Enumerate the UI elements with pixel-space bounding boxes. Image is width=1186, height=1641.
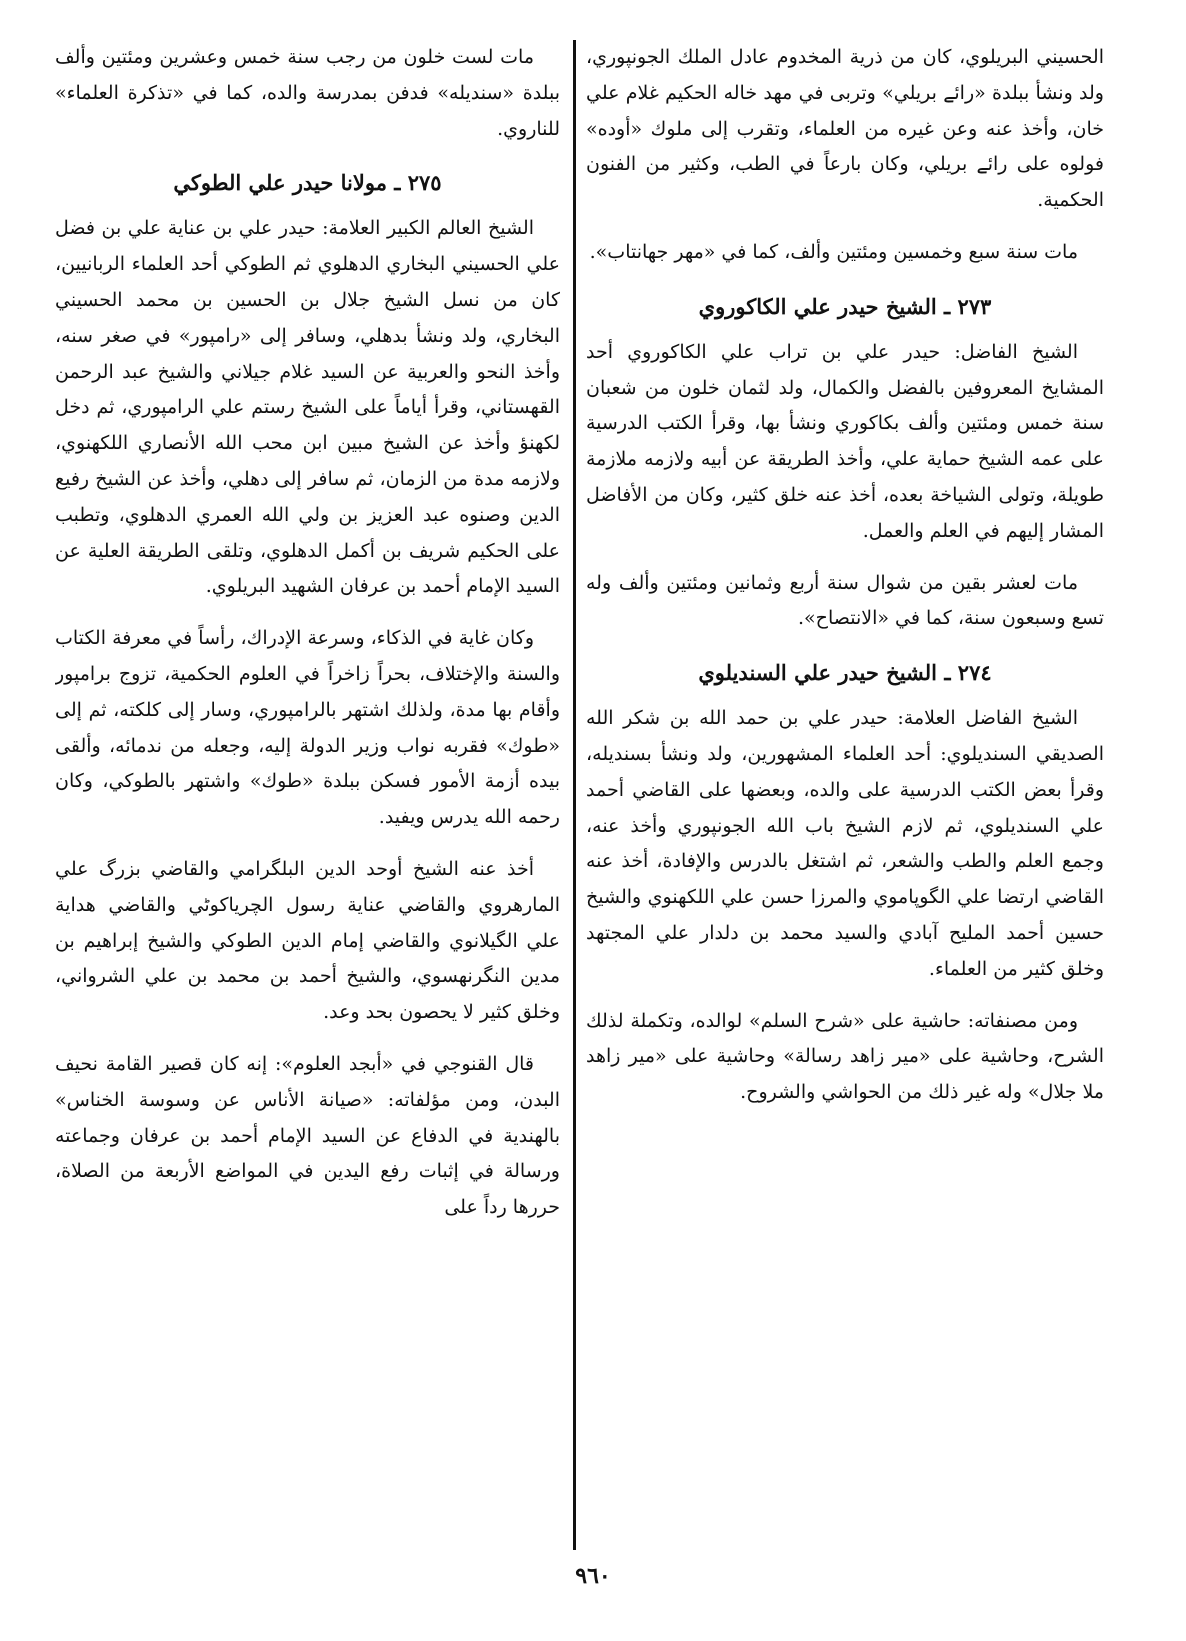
column-divider [573,40,576,1550]
bio-274-works: ومن مصنفاته: حاشية على «شرح السلم» لوالده، وتكملة لذلك الشرح، وحاشية على «مير زاهد رسالة» وحاشية على «مير زاهد ملا جلال» وله غير ذلك من الحواشي والشروح. [586,1009,1104,1104]
left-column [55,40,560,1545]
bio-274-death: مات لست خلون من رجب سنة خمس وعشرين ومئتين وألف ببلدة «سنديله» فدفن بمدرسة والده، كما في «تذكرة العلماء» للناروي. [55,46,560,140]
bio-275-body: الشيخ العالم الكبير العلامة: حيدر علي بن عناية علي بن فضل علي الحسيني البخاري الدهلوي ثم الطوكي أحد العلماء الربانيين، كان من نسل الشيخ جلال بن الحسين بن محمد الحسيني البخاري، ولد ونشأ بدهلي، وسافر إلى «رامپور» في صغر سنه، وأخذ النحو والعربية عن السيد غلام جيلاني والشيخ عبد الرحمن القهستاني، وقرأ أياماً على الشيخ رستم علي الرامپوري، ثم دخل لكهنؤ وأخذ عن الشيخ مبين ابن محب الله الأنصاري اللكهنوي، ولازمه مدة من الزمان، ثم سافر إلى دهلي، وأخذ عن الشيخ رفيع الدين وصنوه عبد العزيز بن ولي الله العمري الدهلوي، وتطبب على الحكيم شريف بن أكمل الدهلوي، وتلقى الطريقة العلية عن السيد الإمام أحمد بن عرفان الشهيد البريلوي. [55,217,560,598]
bio-275-heading: ٢٧٥ ـ مولانا حيدر علي الطوكي [173,170,442,196]
bio-272-body: الحسيني البريلوي، كان من ذرية المخدوم عادل الملك الجونپوري، ولد ونشأ ببلدة «رائے بريلي» وتربى في مهد خاله الحكيم غلام علي خان، وأخذ عنه وعن غيره من العلماء، وتقرب إلى ملوك «أوده» فولوه على رائے بريلي، وكان بارعاً في الطب، وكثير من الفنون الحكمية. [586,46,1104,212]
page-number: ٩٦٠ [575,1563,611,1589]
bio-272-death: مات سنة سبع وخمسين ومئتين وألف، كما في «مهر جهانتاب». [589,240,1078,263]
bio-273-body: الشيخ الفاضل: حيدر علي بن تراب علي الكاكوروي أحد المشايخ المعروفين بالفضل والكمال، ولد لثمان خلون من شعبان سنة خمس ومئتين وألف بكاكوري ونشأ بها، وقرأ الكتب الدرسية على عمه الشيخ حماية علي، وأخذ الطريقة عن أبيه ولازمه ملازمة طويلة، وتولى الشياخة بعده، أخذ عنه خلق كثير، وكان من الأفاضل المشار إليهم في العلم والعمل. [586,340,1104,542]
bio-275-quote: قال القنوجي في «أبجد العلوم»: إنه كان قصير القامة نحيف البدن، ومن مؤلفاته: «صيانة الأناس عن وسوسة الخناس» بالهندية في الدفاع عن السيد الإمام أحمد بن عرفان وجماعته ورسالة في إثبات رفع اليدين في المواضع الأربعة من الصلاة، حررها رداً على [55,1052,560,1219]
bio-273-death: مات لعشر بقين من شوال سنة أربع وثمانين ومئتين وألف وله تسع وسبعون سنة، كما في «الانتصاح». [586,571,1104,630]
bio-274-body: الشيخ الفاضل العلامة: حيدر علي بن حمد الله بن شكر الله الصديقي السنديلوي: أحد العلماء المشهورين، ولد ونشأ بسنديله، وقرأ بعض الكتب الدرسية على والده، وبعضها على القاضي أحمد علي السنديلوي، ثم لازم الشيخ باب الله الجونپوري وأخذ عنه، وجمع العلم والطب والشعر، ثم اشتغل بالدرس والإفادة، أخذ عنه القاضي ارتضا علي الگوپاموي والمرزا حسن علي اللكهنوي والشيخ حسين أحمد المليح آبادي والسيد محمد بن دلدار علي المجتهد وخلق كثير من العلماء. [586,707,1104,980]
bio-275-students: أخذ عنه الشيخ أوحد الدين البلگرامي والقاضي بزرگ علي المارهروي والقاضي عناية رسول الچرياكوٹي والقاضي هداية علي الگيلانوي والقاضي إمام الدين الطوكي والشيخ إبراهيم بن مدين النگرنهسوي، والشيخ أحمد بن محمد بن علي الشرواني، وخلق كثير لا يحصون بحد وعد. [55,857,560,1024]
bio-273-heading: ٢٧٣ ـ الشيخ حيدر علي الكاكوروي [698,293,992,319]
bio-274-heading: ٢٧٤ ـ الشيخ حيدر علي السنديلوي [698,660,992,686]
bio-275-traits: وكان غاية في الذكاء، وسرعة الإدراك، رأساً في معرفة الكتاب والسنة والإختلاف، بحراً زاخراً في العلوم الحكمية، تزوج برامپور وأقام بها مدة، ولذلك اشتهر بالرامپوري، وسار إلى كلكته، ثم إلى «طوك» فقربه نواب وزير الدولة إليه، وجعله من ندمائه، وألقى بيده أزمة الأمور فسكن ببلدة «طوك» واشتهر بالطوكي، وكان رحمه الله يدرس ويفيد. [55,627,560,829]
right-column [586,40,1104,1545]
